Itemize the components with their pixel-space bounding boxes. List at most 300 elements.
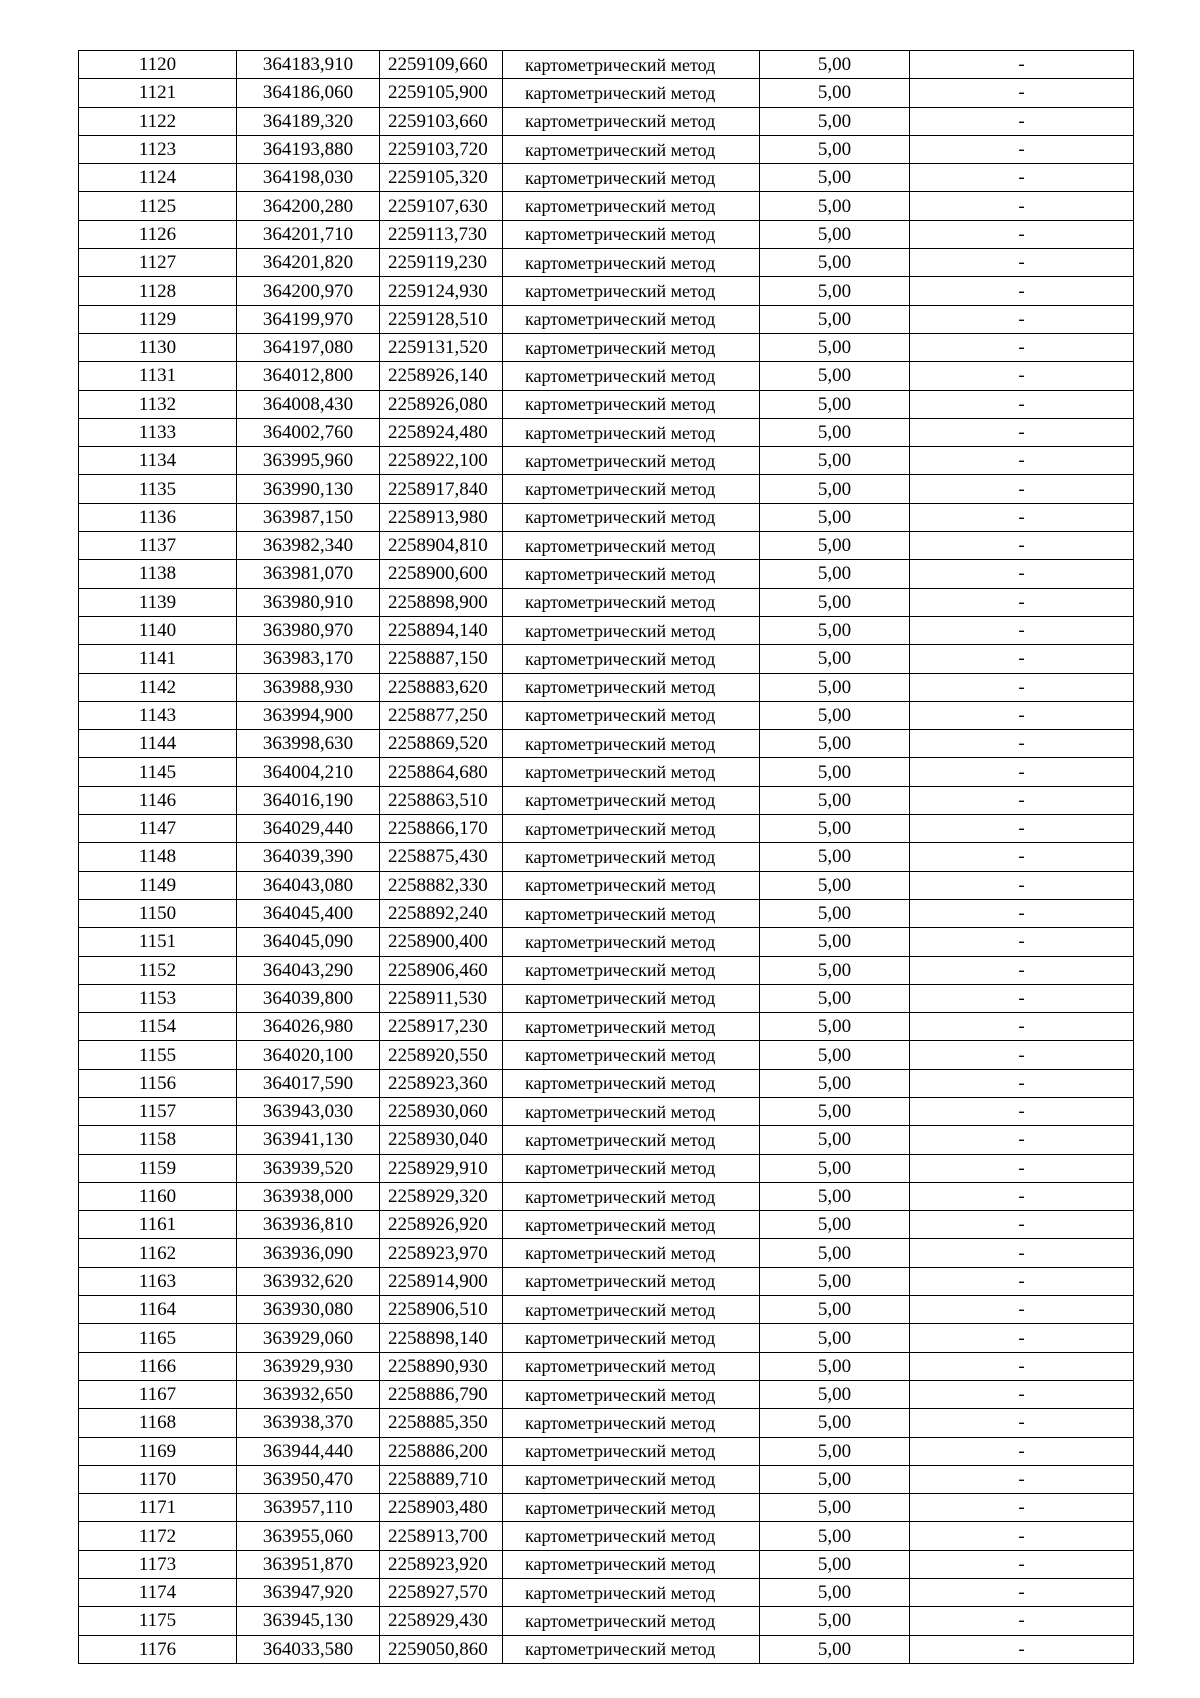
x-coordinate-cell: 363930,080 (237, 1296, 380, 1324)
x-coordinate-cell: 363929,930 (237, 1352, 380, 1380)
table-row (79, 928, 1134, 956)
point-number-cell: 1160 (79, 1182, 237, 1210)
method-cell: картометрический метод (503, 249, 760, 277)
table-row (79, 1182, 1134, 1210)
description-cell: - (910, 51, 1134, 79)
description-cell: - (910, 1211, 1134, 1239)
description-cell: - (910, 899, 1134, 927)
description-cell: - (910, 843, 1134, 871)
accuracy-cell: 5,00 (760, 928, 910, 956)
method-cell: картометрический метод (503, 588, 760, 616)
table-row (79, 249, 1134, 277)
point-number-cell: 1129 (79, 305, 237, 333)
table-row (79, 135, 1134, 163)
method-cell: картометрический метод (503, 984, 760, 1012)
method-cell: картометрический метод (503, 645, 760, 673)
table-row (79, 220, 1134, 248)
y-coordinate-cell: 2259103,660 (380, 107, 503, 135)
y-coordinate-cell: 2258906,460 (380, 956, 503, 984)
method-cell: картометрический метод (503, 1126, 760, 1154)
method-cell: картометрический метод (503, 1409, 760, 1437)
x-coordinate-cell: 364012,800 (237, 362, 380, 390)
method-cell: картометрический метод (503, 51, 760, 79)
table-row (79, 1380, 1134, 1408)
description-cell: - (910, 164, 1134, 192)
x-coordinate-cell: 363987,150 (237, 503, 380, 531)
y-coordinate-cell: 2258900,600 (380, 560, 503, 588)
description-cell: - (910, 1352, 1134, 1380)
accuracy-cell: 5,00 (760, 616, 910, 644)
point-number-cell: 1132 (79, 390, 237, 418)
method-cell: картометрический метод (503, 928, 760, 956)
y-coordinate-cell: 2258930,040 (380, 1126, 503, 1154)
method-cell: картометрический метод (503, 1211, 760, 1239)
y-coordinate-cell: 2259119,230 (380, 249, 503, 277)
y-coordinate-cell: 2258926,140 (380, 362, 503, 390)
table-row (79, 79, 1134, 107)
y-coordinate-cell: 2258927,570 (380, 1579, 503, 1607)
accuracy-cell: 5,00 (760, 277, 910, 305)
description-cell: - (910, 1324, 1134, 1352)
description-cell: - (910, 1494, 1134, 1522)
accuracy-cell: 5,00 (760, 362, 910, 390)
x-coordinate-cell: 363981,070 (237, 560, 380, 588)
x-coordinate-cell: 363957,110 (237, 1494, 380, 1522)
description-cell: - (910, 588, 1134, 616)
accuracy-cell: 5,00 (760, 1267, 910, 1295)
point-number-cell: 1138 (79, 560, 237, 588)
y-coordinate-cell: 2258890,930 (380, 1352, 503, 1380)
x-coordinate-cell: 364193,880 (237, 135, 380, 163)
table-row (79, 560, 1134, 588)
accuracy-cell: 5,00 (760, 1465, 910, 1493)
method-cell: картометрический метод (503, 956, 760, 984)
accuracy-cell: 5,00 (760, 786, 910, 814)
accuracy-cell: 5,00 (760, 1579, 910, 1607)
point-number-cell: 1161 (79, 1211, 237, 1239)
description-cell: - (910, 475, 1134, 503)
description-cell: - (910, 1409, 1134, 1437)
accuracy-cell: 5,00 (760, 899, 910, 927)
table-body (79, 51, 1134, 1664)
y-coordinate-cell: 2258926,080 (380, 390, 503, 418)
y-coordinate-cell: 2258923,360 (380, 1069, 503, 1097)
accuracy-cell: 5,00 (760, 220, 910, 248)
point-number-cell: 1127 (79, 249, 237, 277)
method-cell: картометрический метод (503, 815, 760, 843)
x-coordinate-cell: 363936,090 (237, 1239, 380, 1267)
x-coordinate-cell: 364008,430 (237, 390, 380, 418)
description-cell: - (910, 1239, 1134, 1267)
x-coordinate-cell: 364017,590 (237, 1069, 380, 1097)
table-row (79, 1352, 1134, 1380)
coordinates-table (78, 50, 1134, 1664)
x-coordinate-cell: 364043,080 (237, 871, 380, 899)
x-coordinate-cell: 364197,080 (237, 333, 380, 361)
method-cell: картометрический метод (503, 730, 760, 758)
y-coordinate-cell: 2258930,060 (380, 1097, 503, 1125)
description-cell: - (910, 560, 1134, 588)
y-coordinate-cell: 2259124,930 (380, 277, 503, 305)
accuracy-cell: 5,00 (760, 645, 910, 673)
accuracy-cell: 5,00 (760, 1069, 910, 1097)
description-cell: - (910, 107, 1134, 135)
x-coordinate-cell: 363995,960 (237, 447, 380, 475)
point-number-cell: 1176 (79, 1635, 237, 1663)
description-cell: - (910, 616, 1134, 644)
table-row (79, 418, 1134, 446)
accuracy-cell: 5,00 (760, 475, 910, 503)
point-number-cell: 1123 (79, 135, 237, 163)
y-coordinate-cell: 2259113,730 (380, 220, 503, 248)
method-cell: картометрический метод (503, 1013, 760, 1041)
point-number-cell: 1134 (79, 447, 237, 475)
method-cell: картометрический метод (503, 362, 760, 390)
description-cell: - (910, 673, 1134, 701)
y-coordinate-cell: 2259131,520 (380, 333, 503, 361)
table-row (79, 390, 1134, 418)
accuracy-cell: 5,00 (760, 447, 910, 475)
table-row (79, 107, 1134, 135)
method-cell: картометрический метод (503, 1465, 760, 1493)
description-cell: - (910, 956, 1134, 984)
x-coordinate-cell: 364033,580 (237, 1635, 380, 1663)
accuracy-cell: 5,00 (760, 1437, 910, 1465)
point-number-cell: 1158 (79, 1126, 237, 1154)
method-cell: картометрический метод (503, 1296, 760, 1324)
point-number-cell: 1162 (79, 1239, 237, 1267)
y-coordinate-cell: 2258911,530 (380, 984, 503, 1012)
x-coordinate-cell: 363944,440 (237, 1437, 380, 1465)
y-coordinate-cell: 2258887,150 (380, 645, 503, 673)
method-cell: картометрический метод (503, 107, 760, 135)
y-coordinate-cell: 2259107,630 (380, 192, 503, 220)
x-coordinate-cell: 363990,130 (237, 475, 380, 503)
y-coordinate-cell: 2258886,790 (380, 1380, 503, 1408)
y-coordinate-cell: 2258898,140 (380, 1324, 503, 1352)
method-cell: картометрический метод (503, 701, 760, 729)
point-number-cell: 1148 (79, 843, 237, 871)
method-cell: картометрический метод (503, 1154, 760, 1182)
method-cell: картометрический метод (503, 786, 760, 814)
y-coordinate-cell: 2258889,710 (380, 1465, 503, 1493)
x-coordinate-cell: 364039,390 (237, 843, 380, 871)
x-coordinate-cell: 363947,920 (237, 1579, 380, 1607)
point-number-cell: 1166 (79, 1352, 237, 1380)
point-number-cell: 1140 (79, 616, 237, 644)
y-coordinate-cell: 2259103,720 (380, 135, 503, 163)
point-number-cell: 1171 (79, 1494, 237, 1522)
point-number-cell: 1136 (79, 503, 237, 531)
x-coordinate-cell: 364026,980 (237, 1013, 380, 1041)
method-cell: картометрический метод (503, 79, 760, 107)
table-row (79, 1437, 1134, 1465)
point-number-cell: 1142 (79, 673, 237, 701)
y-coordinate-cell: 2258922,100 (380, 447, 503, 475)
method-cell: картометрический метод (503, 1579, 760, 1607)
table-row (79, 362, 1134, 390)
table-row (79, 1550, 1134, 1578)
x-coordinate-cell: 364002,760 (237, 418, 380, 446)
point-number-cell: 1131 (79, 362, 237, 390)
accuracy-cell: 5,00 (760, 51, 910, 79)
point-number-cell: 1174 (79, 1579, 237, 1607)
y-coordinate-cell: 2259109,660 (380, 51, 503, 79)
point-number-cell: 1125 (79, 192, 237, 220)
point-number-cell: 1147 (79, 815, 237, 843)
method-cell: картометрический метод (503, 673, 760, 701)
table-row (79, 1494, 1134, 1522)
table-row (79, 1409, 1134, 1437)
table-row (79, 730, 1134, 758)
point-number-cell: 1143 (79, 701, 237, 729)
description-cell: - (910, 928, 1134, 956)
x-coordinate-cell: 364043,290 (237, 956, 380, 984)
accuracy-cell: 5,00 (760, 503, 910, 531)
x-coordinate-cell: 364016,190 (237, 786, 380, 814)
method-cell: картометрический метод (503, 1097, 760, 1125)
description-cell: - (910, 815, 1134, 843)
y-coordinate-cell: 2258877,250 (380, 701, 503, 729)
description-cell: - (910, 1437, 1134, 1465)
table-row (79, 616, 1134, 644)
x-coordinate-cell: 364189,320 (237, 107, 380, 135)
point-number-cell: 1144 (79, 730, 237, 758)
point-number-cell: 1152 (79, 956, 237, 984)
description-cell: - (910, 305, 1134, 333)
point-number-cell: 1155 (79, 1041, 237, 1069)
accuracy-cell: 5,00 (760, 843, 910, 871)
method-cell: картометрический метод (503, 418, 760, 446)
accuracy-cell: 5,00 (760, 1239, 910, 1267)
x-coordinate-cell: 363983,170 (237, 645, 380, 673)
description-cell: - (910, 1296, 1134, 1324)
x-coordinate-cell: 363994,900 (237, 701, 380, 729)
method-cell: картометрический метод (503, 333, 760, 361)
x-coordinate-cell: 363980,910 (237, 588, 380, 616)
point-number-cell: 1167 (79, 1380, 237, 1408)
table-row (79, 1267, 1134, 1295)
table-row (79, 1013, 1134, 1041)
x-coordinate-cell: 363955,060 (237, 1522, 380, 1550)
table-row (79, 1607, 1134, 1635)
point-number-cell: 1128 (79, 277, 237, 305)
accuracy-cell: 5,00 (760, 1182, 910, 1210)
x-coordinate-cell: 364186,060 (237, 79, 380, 107)
accuracy-cell: 5,00 (760, 135, 910, 163)
method-cell: картометрический метод (503, 503, 760, 531)
y-coordinate-cell: 2258920,550 (380, 1041, 503, 1069)
description-cell: - (910, 135, 1134, 163)
description-cell: - (910, 871, 1134, 899)
point-number-cell: 1175 (79, 1607, 237, 1635)
method-cell: картометрический метод (503, 758, 760, 786)
table-row (79, 786, 1134, 814)
method-cell: картометрический метод (503, 1182, 760, 1210)
point-number-cell: 1139 (79, 588, 237, 616)
x-coordinate-cell: 364004,210 (237, 758, 380, 786)
y-coordinate-cell: 2259128,510 (380, 305, 503, 333)
table-row (79, 1579, 1134, 1607)
accuracy-cell: 5,00 (760, 333, 910, 361)
method-cell: картометрический метод (503, 1607, 760, 1635)
description-cell: - (910, 730, 1134, 758)
description-cell: - (910, 362, 1134, 390)
accuracy-cell: 5,00 (760, 871, 910, 899)
accuracy-cell: 5,00 (760, 701, 910, 729)
table-row (79, 1296, 1134, 1324)
x-coordinate-cell: 363988,930 (237, 673, 380, 701)
accuracy-cell: 5,00 (760, 1296, 910, 1324)
method-cell: картометрический метод (503, 1522, 760, 1550)
method-cell: картометрический метод (503, 899, 760, 927)
description-cell: - (910, 1267, 1134, 1295)
point-number-cell: 1159 (79, 1154, 237, 1182)
y-coordinate-cell: 2258863,510 (380, 786, 503, 814)
description-cell: - (910, 1069, 1134, 1097)
point-number-cell: 1169 (79, 1437, 237, 1465)
y-coordinate-cell: 2258892,240 (380, 899, 503, 927)
x-coordinate-cell: 363950,470 (237, 1465, 380, 1493)
description-cell: - (910, 984, 1134, 1012)
point-number-cell: 1124 (79, 164, 237, 192)
table-row (79, 164, 1134, 192)
accuracy-cell: 5,00 (760, 1409, 910, 1437)
y-coordinate-cell: 2258864,680 (380, 758, 503, 786)
y-coordinate-cell: 2258924,480 (380, 418, 503, 446)
point-number-cell: 1172 (79, 1522, 237, 1550)
table-row (79, 815, 1134, 843)
y-coordinate-cell: 2258898,900 (380, 588, 503, 616)
accuracy-cell: 5,00 (760, 192, 910, 220)
accuracy-cell: 5,00 (760, 1154, 910, 1182)
table-row (79, 1635, 1134, 1663)
method-cell: картометрический метод (503, 475, 760, 503)
point-number-cell: 1121 (79, 79, 237, 107)
point-number-cell: 1126 (79, 220, 237, 248)
description-cell: - (910, 333, 1134, 361)
accuracy-cell: 5,00 (760, 730, 910, 758)
method-cell: картометрический метод (503, 1324, 760, 1352)
x-coordinate-cell: 363941,130 (237, 1126, 380, 1154)
accuracy-cell: 5,00 (760, 79, 910, 107)
x-coordinate-cell: 363936,810 (237, 1211, 380, 1239)
description-cell: - (910, 1380, 1134, 1408)
method-cell: картометрический метод (503, 1635, 760, 1663)
table-row (79, 1041, 1134, 1069)
x-coordinate-cell: 363929,060 (237, 1324, 380, 1352)
point-number-cell: 1133 (79, 418, 237, 446)
point-number-cell: 1154 (79, 1013, 237, 1041)
accuracy-cell: 5,00 (760, 1380, 910, 1408)
accuracy-cell: 5,00 (760, 305, 910, 333)
table-row (79, 899, 1134, 927)
method-cell: картометрический метод (503, 1437, 760, 1465)
table-row (79, 1126, 1134, 1154)
table-row (79, 758, 1134, 786)
description-cell: - (910, 532, 1134, 560)
method-cell: картометрический метод (503, 1352, 760, 1380)
table-row (79, 673, 1134, 701)
table-row (79, 956, 1134, 984)
point-number-cell: 1145 (79, 758, 237, 786)
x-coordinate-cell: 364045,090 (237, 928, 380, 956)
description-cell: - (910, 1607, 1134, 1635)
y-coordinate-cell: 2258904,810 (380, 532, 503, 560)
description-cell: - (910, 1041, 1134, 1069)
accuracy-cell: 5,00 (760, 560, 910, 588)
point-number-cell: 1130 (79, 333, 237, 361)
method-cell: картометрический метод (503, 560, 760, 588)
y-coordinate-cell: 2258900,400 (380, 928, 503, 956)
description-cell: - (910, 503, 1134, 531)
accuracy-cell: 5,00 (760, 1607, 910, 1635)
x-coordinate-cell: 364183,910 (237, 51, 380, 79)
y-coordinate-cell: 2258886,200 (380, 1437, 503, 1465)
table-row (79, 843, 1134, 871)
y-coordinate-cell: 2258926,920 (380, 1211, 503, 1239)
point-number-cell: 1122 (79, 107, 237, 135)
table-row (79, 1069, 1134, 1097)
table-row (79, 871, 1134, 899)
x-coordinate-cell: 364201,710 (237, 220, 380, 248)
table-row (79, 1522, 1134, 1550)
y-coordinate-cell: 2258917,840 (380, 475, 503, 503)
x-coordinate-cell: 363980,970 (237, 616, 380, 644)
method-cell: картометрический метод (503, 871, 760, 899)
table-row (79, 645, 1134, 673)
accuracy-cell: 5,00 (760, 390, 910, 418)
point-number-cell: 1164 (79, 1296, 237, 1324)
method-cell: картометрический метод (503, 192, 760, 220)
description-cell: - (910, 758, 1134, 786)
description-cell: - (910, 1126, 1134, 1154)
accuracy-cell: 5,00 (760, 673, 910, 701)
point-number-cell: 1170 (79, 1465, 237, 1493)
point-number-cell: 1151 (79, 928, 237, 956)
point-number-cell: 1141 (79, 645, 237, 673)
accuracy-cell: 5,00 (760, 1494, 910, 1522)
accuracy-cell: 5,00 (760, 418, 910, 446)
point-number-cell: 1137 (79, 532, 237, 560)
x-coordinate-cell: 363939,520 (237, 1154, 380, 1182)
description-cell: - (910, 1635, 1134, 1663)
accuracy-cell: 5,00 (760, 1211, 910, 1239)
method-cell: картометрический метод (503, 1550, 760, 1578)
method-cell: картометрический метод (503, 164, 760, 192)
method-cell: картометрический метод (503, 1239, 760, 1267)
method-cell: картометрический метод (503, 1494, 760, 1522)
y-coordinate-cell: 2258929,430 (380, 1607, 503, 1635)
y-coordinate-cell: 2258913,980 (380, 503, 503, 531)
method-cell: картометрический метод (503, 1380, 760, 1408)
point-number-cell: 1135 (79, 475, 237, 503)
description-cell: - (910, 1579, 1134, 1607)
description-cell: - (910, 79, 1134, 107)
y-coordinate-cell: 2258866,170 (380, 815, 503, 843)
x-coordinate-cell: 363938,000 (237, 1182, 380, 1210)
table-row (79, 1239, 1134, 1267)
accuracy-cell: 5,00 (760, 249, 910, 277)
point-number-cell: 1173 (79, 1550, 237, 1578)
accuracy-cell: 5,00 (760, 1041, 910, 1069)
y-coordinate-cell: 2258929,910 (380, 1154, 503, 1182)
method-cell: картометрический метод (503, 532, 760, 560)
point-number-cell: 1120 (79, 51, 237, 79)
description-cell: - (910, 277, 1134, 305)
accuracy-cell: 5,00 (760, 107, 910, 135)
point-number-cell: 1153 (79, 984, 237, 1012)
